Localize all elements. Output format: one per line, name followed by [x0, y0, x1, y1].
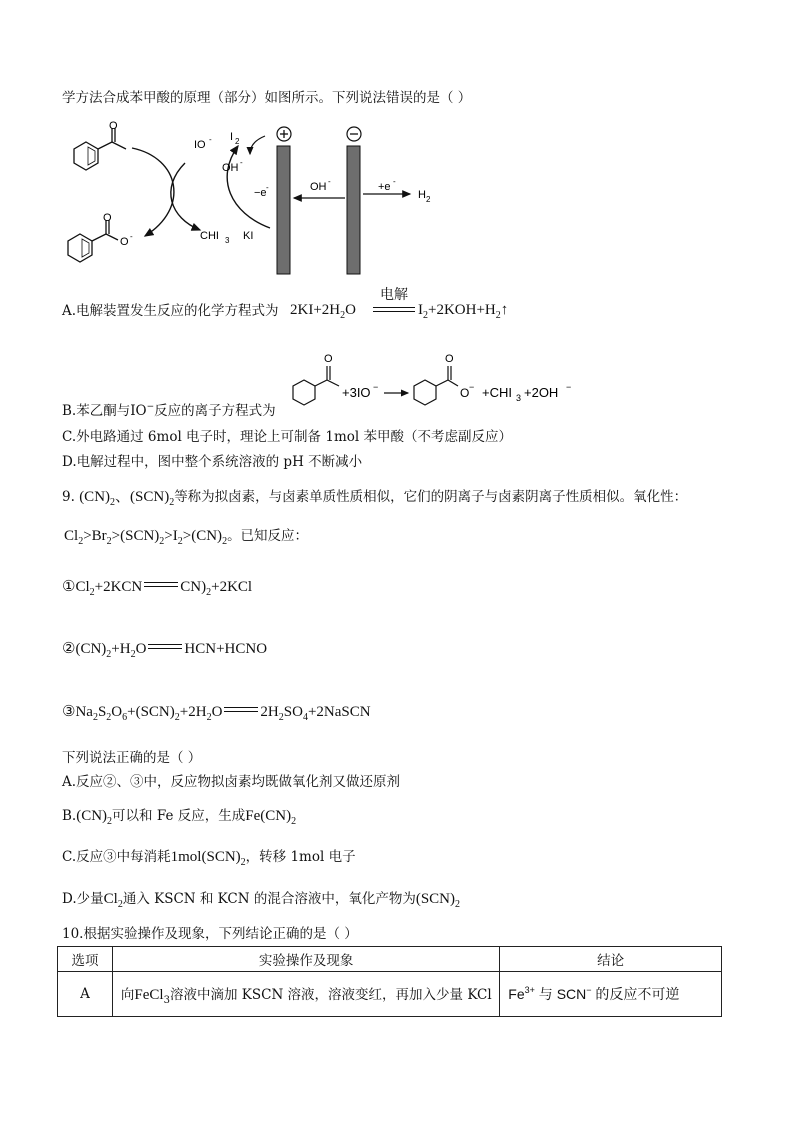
- svg-text:2: 2: [426, 195, 431, 204]
- svg-text:2: 2: [235, 137, 240, 146]
- row-conclusion: $Fe^{3+}$ 与 SCN− 的反应不可逆: [500, 972, 722, 1017]
- row-option: A: [58, 972, 113, 1017]
- q9-option-c: C.反应③中每消耗$1mol(SCN)_2$，转移 1mol 电子: [62, 849, 356, 868]
- svg-text:O: O: [109, 120, 118, 132]
- svg-text:-: -: [393, 177, 396, 186]
- header-operation: 实验操作及现象: [112, 947, 499, 972]
- svg-text:−: −: [469, 382, 475, 392]
- reaction-1: $①Cl_2+2KCN$ $CN)_2+2KCl$: [62, 579, 253, 598]
- svg-text:O: O: [120, 236, 129, 248]
- io-minus-label: IO: [194, 139, 206, 151]
- svg-text:+CHI: +CHI: [482, 385, 512, 400]
- q9-oxidation-order: $Cl_2>Br_2>(SCN)_2>I_2>(CN)_2$。已知反应：: [64, 528, 309, 547]
- q8-option-a: A.电解装置发生反应的化学方程式为: [62, 303, 279, 319]
- svg-text:-: -: [209, 135, 212, 144]
- table-header-row: [58, 947, 722, 972]
- q8-option-b: B.苯乙酮与IO−反应的离子方程式为: [62, 402, 276, 419]
- q9-stem: 9. $(CN)_2$、$(SCN)_2$等称为拟卤素，与卤素单质性质相似，它们的阴离子与卤素阴离子性质相似。氧化性：: [62, 489, 688, 508]
- svg-text:-: -: [240, 158, 243, 167]
- question-intro: 学方法合成苯甲酸的原理（部分）如图所示。下列说法错误的是（ ）: [62, 90, 472, 106]
- svg-text:-: -: [266, 183, 269, 192]
- svg-text:3: 3: [516, 393, 522, 403]
- h2-label: H: [418, 189, 426, 201]
- electrolysis-condition: 电解: [380, 287, 408, 303]
- q10-table: [57, 946, 722, 1017]
- table-row: [58, 972, 722, 1017]
- svg-text:O: O: [445, 353, 454, 365]
- chi3-label: CHI: [200, 230, 219, 242]
- svg-text:+2OH: +2OH: [524, 385, 559, 400]
- svg-text:-: -: [328, 177, 331, 186]
- reaction-3: $③Na_2S_2O_6+(SCN)_2+2H_2O$ $2H_2SO_4+2NaSCN$: [62, 704, 371, 723]
- svg-text:−: −: [373, 382, 379, 392]
- plus-e-label: +e: [378, 181, 391, 193]
- i2-label: I: [230, 131, 234, 143]
- anode-electrode: [277, 146, 290, 274]
- q9-option-d: D.少量$Cl_2$通入 KSCN 和 KCN 的混合溶液中，氧化产物为$(SCN)_2$: [62, 891, 461, 910]
- oh-label: OH: [222, 162, 239, 174]
- minus-e-label: −e: [254, 187, 267, 199]
- q8-option-b-equation: [284, 348, 594, 412]
- svg-text:+3IO: +3IO: [342, 385, 371, 400]
- ki-label: KI: [243, 230, 254, 242]
- q8-option-a-equation: $2KI+2H_2O$: [290, 302, 356, 321]
- acetophenone-structure: [74, 128, 126, 170]
- benzoate-structure: [68, 220, 118, 262]
- svg-text:O: O: [324, 353, 333, 365]
- q10-stem: 10.根据实验操作及现象，下列结论正确的是（ ）: [62, 926, 358, 942]
- q9-option-b: $B.(CN)_2$可以和 Fe 反应，生成$Fe(CN)_2$: [62, 808, 297, 827]
- svg-text:O: O: [460, 386, 470, 400]
- row-operation: 向FeCl$_3$溶液中滴加 KSCN 溶液，溶液变红，再加入少量 KCl: [112, 972, 499, 1017]
- header-option: 选项: [58, 947, 113, 972]
- q9-ask: 下列说法正确的是（ ）: [62, 750, 202, 766]
- svg-text:3: 3: [225, 236, 230, 245]
- q8-option-c: C.外电路通过 6mol 电子时，理论上可制备 1mol 苯甲酸（不考虑副反应）: [62, 429, 512, 445]
- oh-migration-label: OH: [310, 181, 327, 193]
- svg-text:−: −: [566, 382, 572, 392]
- cathode-electrode: [347, 146, 360, 274]
- svg-text:O: O: [103, 212, 112, 224]
- reaction-2: $②(CN)_2+H_2O$ HCN+HCNO: [62, 641, 268, 660]
- svg-text:-: -: [130, 232, 133, 241]
- q8-option-d: D.电解过程中，图中整个系统溶液的 pH 不断减小: [62, 454, 363, 470]
- header-conclusion: 结论: [500, 947, 722, 972]
- q9-option-a: A.反应②、③中，反应物拟卤素均既做氧化剂又做还原剂: [62, 774, 401, 790]
- electrolysis-diagram: [60, 118, 460, 278]
- equals-sign: [373, 307, 415, 312]
